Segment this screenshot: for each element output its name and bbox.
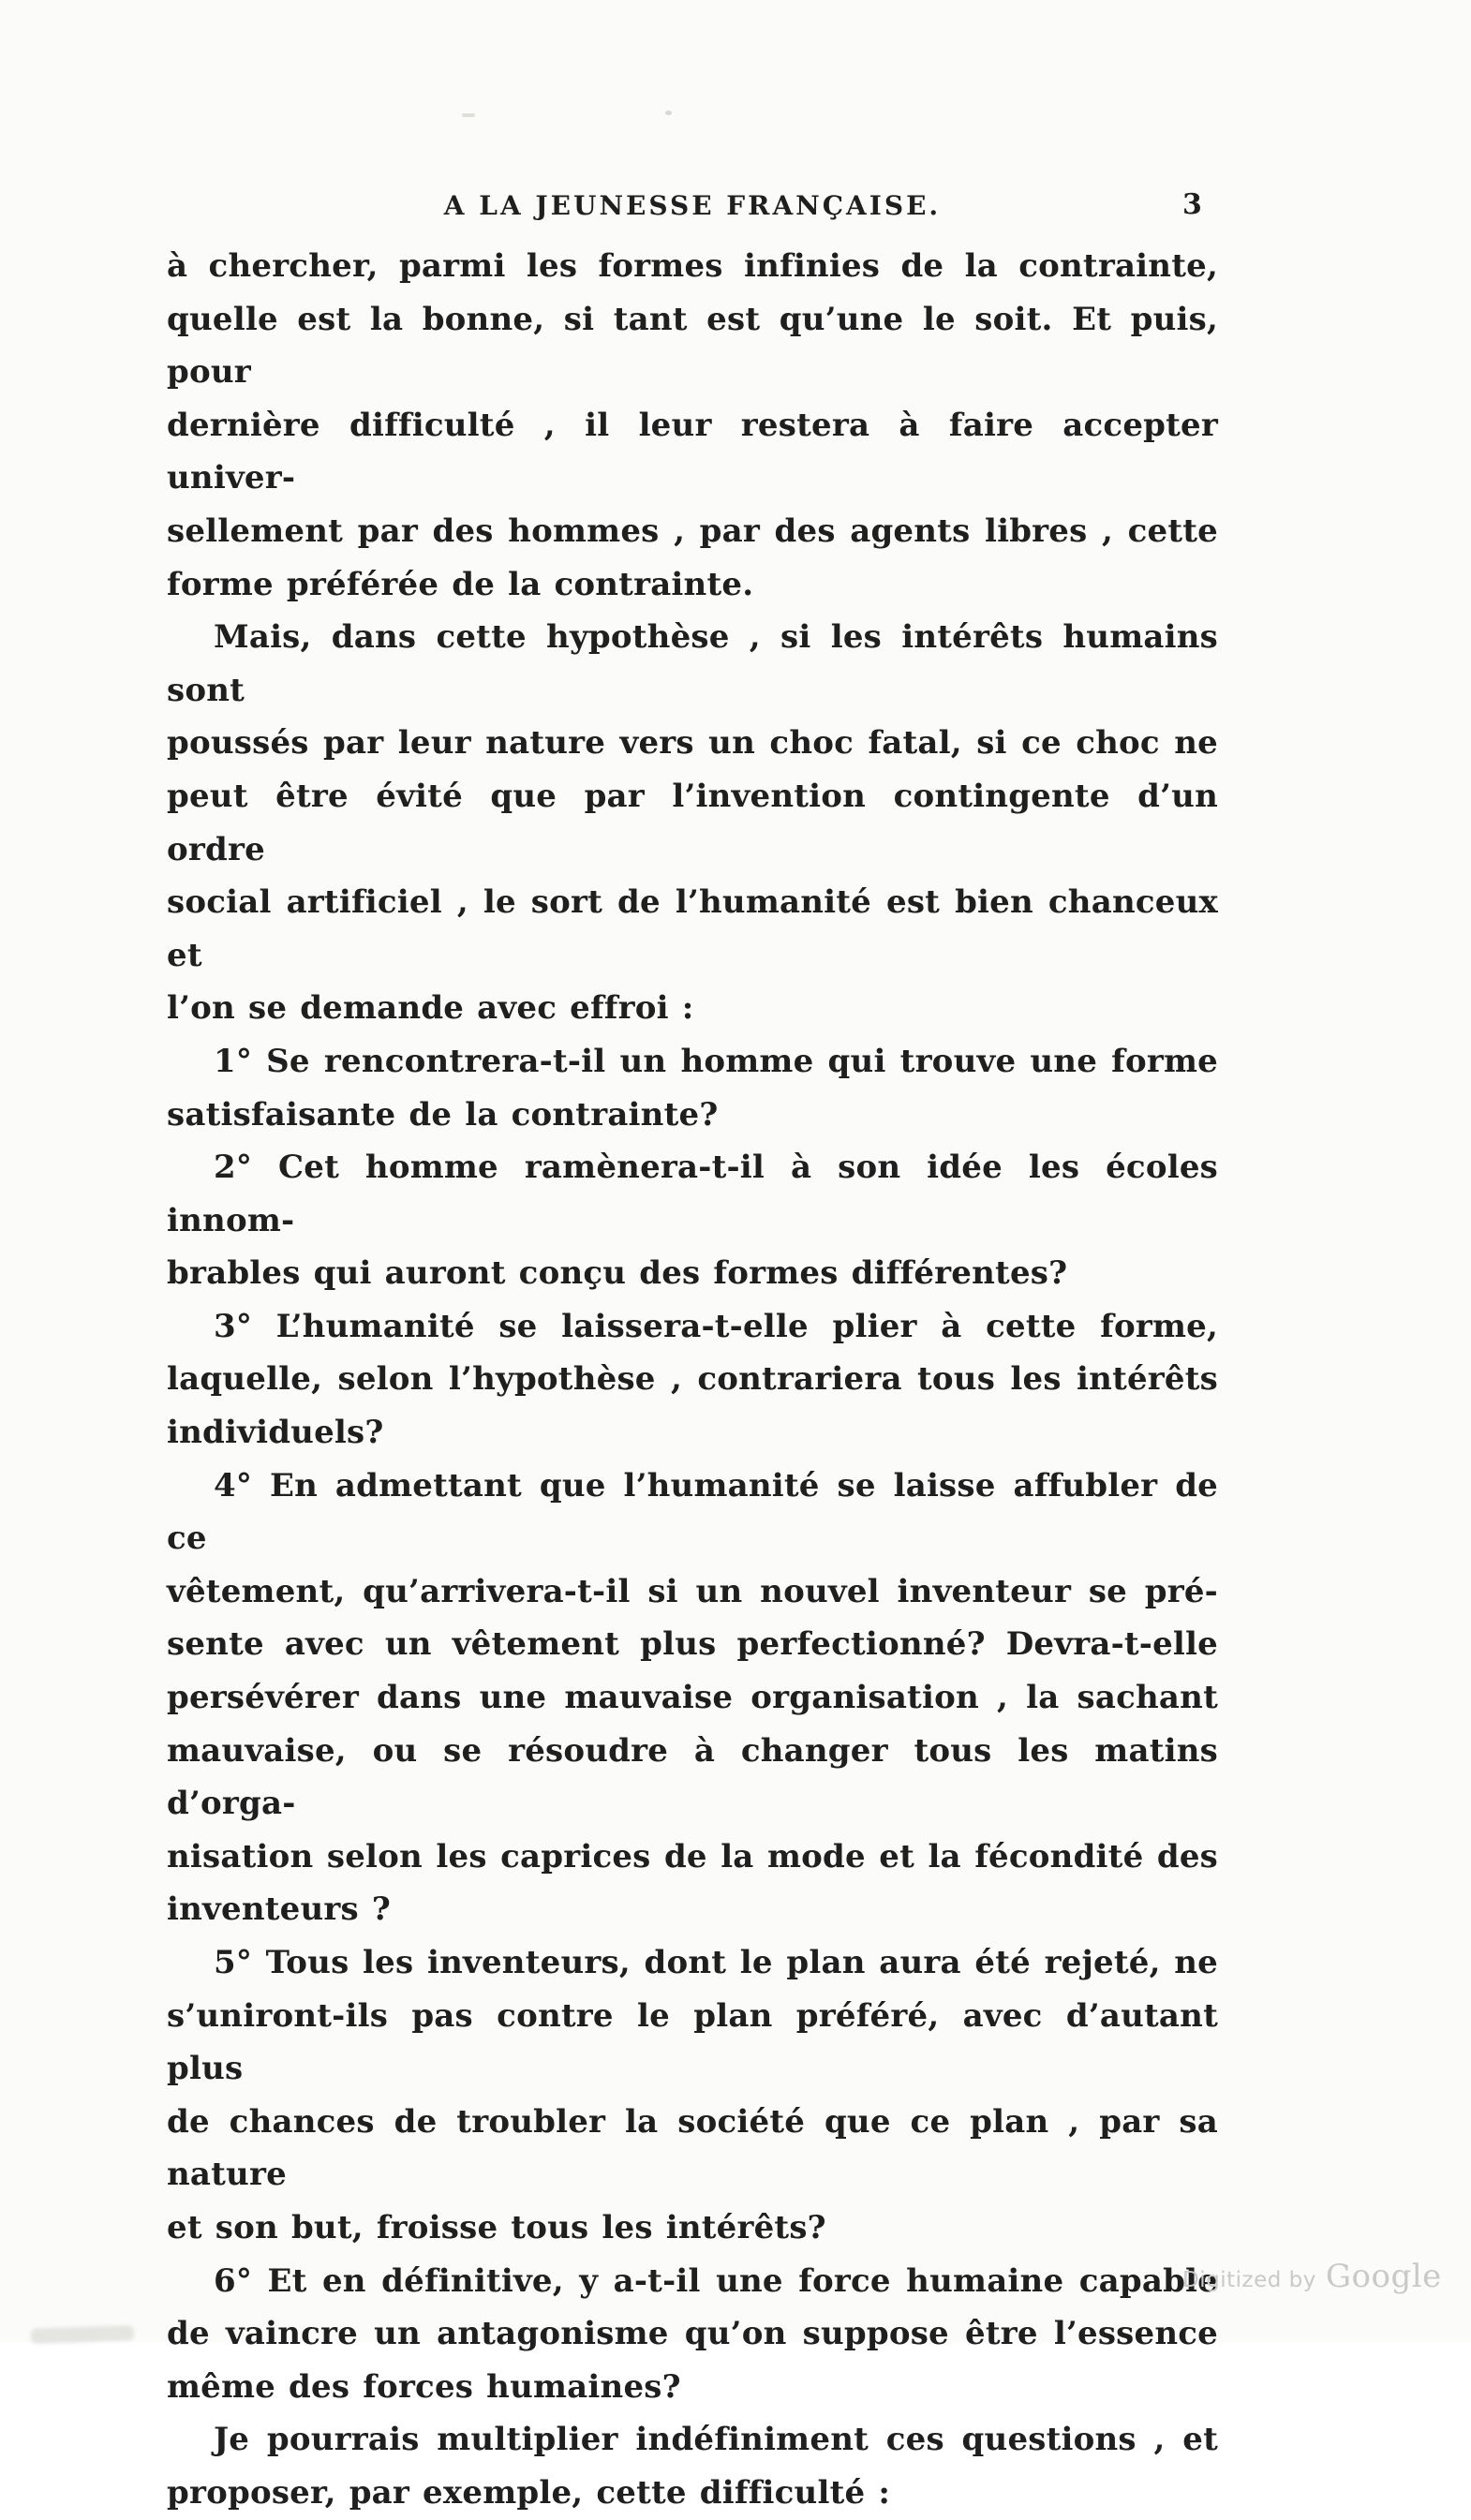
text-line: peut être évité que par l’invention contingente d’un ordre	[167, 777, 1218, 868]
text-line: l’on se demande avec effroi :	[167, 989, 694, 1028]
scan-speck	[665, 111, 672, 115]
text-line: 6° Et en définitive, y a-t-il une force humaine capable	[214, 2261, 1218, 2300]
text-line: de chances de troubler la société que ce plan , par sa nature	[167, 2102, 1218, 2194]
text-line: Mais, dans cette hypothèse , si les intérêts humains sont	[167, 618, 1218, 709]
page-number: 3	[1182, 188, 1202, 221]
text-line: mauvaise, ou se résoudre à changer tous les matins d’orga-	[167, 1731, 1218, 1823]
text-line: dernière difficulté , il leur restera à faire accepter univer-	[167, 406, 1218, 497]
text-line: à chercher, parmi les formes infinies de la contrainte,	[167, 247, 1218, 285]
text-line: Je pourrais multiplier indéfiniment ces questions , et	[214, 2421, 1218, 2459]
text-line: satisfaisante de la contrainte?	[167, 1095, 719, 1134]
scan-smudge	[31, 2325, 134, 2344]
text-line: forme préférée de la contrainte.	[167, 565, 754, 603]
text-line: 5° Tous les inventeurs, dont le plan aura été rejeté, ne	[214, 1944, 1218, 1981]
text-line: de vaincre un antagonisme qu’on suppose être l’essence	[167, 2315, 1218, 2353]
text-line: et son but, froisse tous les intérêts?	[167, 2208, 826, 2246]
text-line: poussés par leur nature vers un choc fatal, si ce choc ne	[167, 724, 1218, 763]
text-line: même des forces humaines?	[167, 2367, 681, 2406]
text-line: brables qui auront conçu des formes différentes?	[167, 1254, 1068, 1293]
text-line: s’uniront-ils pas contre le plan préféré, avec d’autant plus	[167, 1996, 1218, 2088]
running-head-title: A LA JEUNESSE FRANÇAISE.	[443, 190, 942, 221]
watermark-text: Digitized by	[1182, 2268, 1316, 2292]
text-line: sellement par des hommes , par des agents libres , cette	[167, 511, 1218, 550]
text-line: 3° L’humanité se laissera-t-elle plier à cette forme,	[214, 1307, 1218, 1345]
text-line: 2° Cet homme ramènera-t-il à son idée les écoles innom-	[167, 1149, 1218, 1239]
text-line: sente avec un vêtement plus perfectionné? Devra-t-elle	[167, 1625, 1218, 1664]
text-line: nisation selon les caprices de la mode et la fécondité des	[167, 1837, 1218, 1875]
google-logo: Google	[1325, 2258, 1442, 2295]
text-line: proposer, par exemple, cette difficulté :	[167, 2473, 891, 2512]
text-line: inventeurs ?	[167, 1890, 392, 1929]
digitized-watermark	[1182, 2258, 1442, 2295]
text-line: individuels?	[167, 1414, 384, 1452]
body-lines	[167, 240, 1218, 2520]
text-line: 4° En admettant que l’humanité se laisse affubler de ce	[167, 1466, 1218, 1558]
text-line: social artificiel , le sort de l’humanité est bien chanceux et	[167, 883, 1218, 974]
text-line: quelle est la bonne, si tant est qu’une le soit. Et puis, pour	[167, 300, 1218, 392]
text-line: vêtement, qu’arrivera-t-il si un nouvel inventeur se pré-	[167, 1572, 1218, 1610]
text-line: 1° Se rencontrera-t-il un homme qui trouve une forme	[214, 1042, 1218, 1080]
text-line: persévérer dans une mauvaise organisation , la sachant	[167, 1679, 1218, 1717]
text-line: laquelle, selon l’hypothèse , contrariera tous les intérêts	[167, 1360, 1218, 1399]
scan-speck	[462, 113, 475, 117]
